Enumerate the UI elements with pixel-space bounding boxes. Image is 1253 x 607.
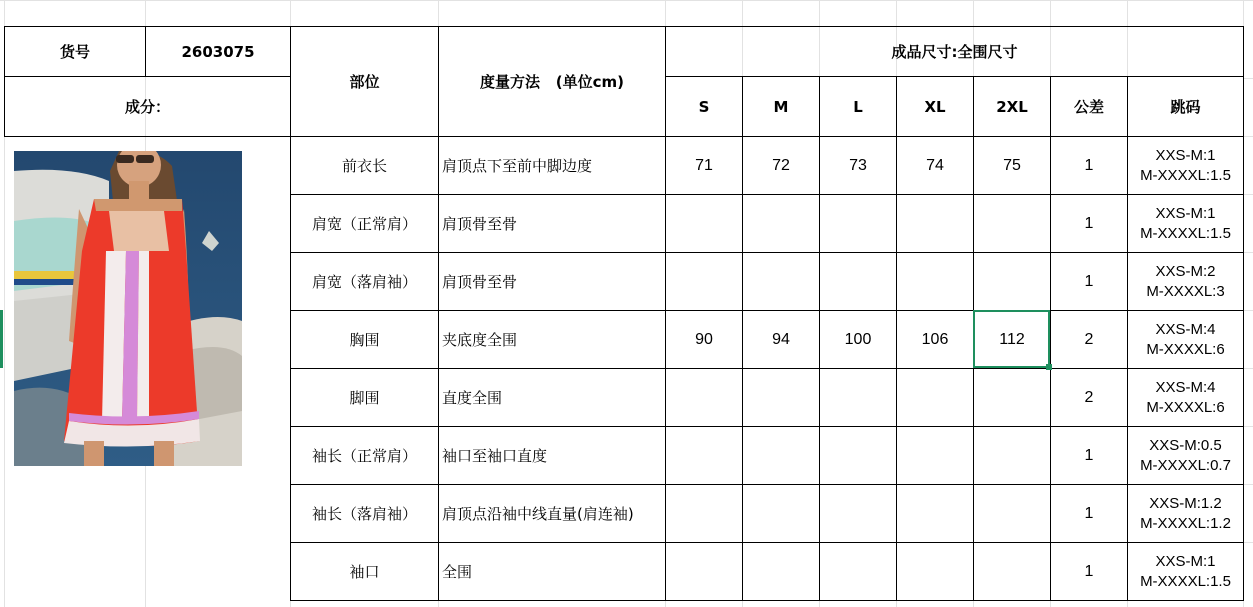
value-cell-2xl[interactable]: 75 [1003,156,1021,174]
part-header[interactable]: 部位 [349,73,380,91]
value-cell-m[interactable] [743,369,819,426]
size-header-l[interactable]: L [853,97,863,116]
tolerance-cell[interactable]: 2 [1084,330,1094,348]
value-cell-xl[interactable]: 106 [921,330,949,348]
grading-cell[interactable] [1128,253,1243,310]
grading-line-large: M-XXXXL:6 [1146,398,1225,416]
method-cell[interactable]: 全围 [442,563,473,581]
value-cell-xl[interactable] [897,253,973,310]
value-cell-xl[interactable] [897,427,973,484]
active-row-marker [0,310,3,368]
value-cell-l[interactable] [820,427,896,484]
value-cell-2xl[interactable] [974,427,1050,484]
value-cell-xl[interactable] [897,485,973,542]
value-cell-l[interactable] [820,369,896,426]
value-cell-m[interactable] [743,485,819,542]
part-cell[interactable]: 袖口 [349,563,380,581]
value-cell-s[interactable] [666,427,742,484]
value-cell-l[interactable] [820,485,896,542]
product-photo[interactable] [14,151,242,466]
value-cell-2xl[interactable] [974,253,1050,310]
grading-cell[interactable] [1128,137,1243,194]
grading-line-large: M-XXXXL:6 [1146,340,1225,358]
grading-cell[interactable] [1128,543,1243,600]
value-cell-m[interactable] [743,195,819,252]
value-cell-xl[interactable] [897,195,973,252]
tolerance-cell[interactable]: 1 [1084,214,1094,232]
value-cell-l[interactable] [820,195,896,252]
item-no-label[interactable]: 货号 [59,43,90,61]
value-cell-l[interactable]: 73 [849,156,867,174]
part-cell[interactable]: 肩宽（正常肩） [311,215,417,233]
grading-line-small: XXS-M:1 [1155,146,1216,164]
grading-line-small: XXS-M:1 [1155,552,1216,570]
value-cell-m[interactable] [743,427,819,484]
fill-handle[interactable] [1046,364,1052,370]
tolerance-cell[interactable]: 1 [1084,504,1094,522]
part-cell[interactable]: 袖长（落肩袖） [311,505,417,523]
value-cell-xl[interactable] [897,543,973,600]
size-header-m[interactable]: M [773,97,789,116]
grading-cell[interactable] [1128,195,1243,252]
value-cell-s[interactable] [666,195,742,252]
method-cell[interactable]: 肩顶骨至骨 [442,273,518,291]
grading-line-large: M-XXXXL:0.7 [1140,456,1231,474]
method-cell[interactable]: 夹底度全围 [442,331,518,349]
grading-line-small: XXS-M:1 [1155,204,1216,222]
grading-cell[interactable] [1128,311,1243,368]
size-header-s[interactable]: S [698,97,710,116]
method-cell[interactable]: 直度全围 [442,389,503,407]
value-cell-m[interactable] [743,253,819,310]
tolerance-cell[interactable]: 2 [1084,388,1094,406]
part-cell[interactable]: 袖长（正常肩） [311,447,417,465]
method-cell[interactable]: 肩顶点下至前中脚边度 [442,157,593,175]
method-header[interactable]: 度量方法 (单位cm) [480,73,624,91]
grading-line-large: M-XXXXL:1.5 [1140,166,1231,184]
tolerance-header[interactable]: 公差 [1073,98,1104,116]
value-cell-m[interactable]: 72 [772,156,790,174]
value-cell-s[interactable] [666,543,742,600]
value-cell-s[interactable] [666,369,742,426]
grading-line-small: XXS-M:4 [1155,320,1216,338]
value-cell-xl[interactable] [897,369,973,426]
value-cell-2xl[interactable] [974,369,1050,426]
tolerance-cell[interactable]: 1 [1084,446,1094,464]
part-cell[interactable]: 胸围 [349,331,380,349]
size-group-header[interactable]: 成品尺寸:全围尺寸 [891,43,1018,61]
tolerance-cell[interactable]: 1 [1084,156,1094,174]
tolerance-cell[interactable]: 1 [1084,562,1094,580]
part-cell[interactable]: 前衣长 [341,157,387,175]
item-no-value[interactable]: 2603075 [181,42,255,61]
grading-cell[interactable] [1128,369,1243,426]
grading-header[interactable]: 跳码 [1170,98,1201,116]
part-cell[interactable]: 肩宽（落肩袖） [311,273,417,291]
method-cell[interactable]: 袖口至袖口直度 [442,447,548,465]
size-header-2xl[interactable]: 2XL [996,97,1028,116]
grading-line-large: M-XXXXL:1.5 [1140,572,1231,590]
grading-line-small: XXS-M:1.2 [1149,494,1222,512]
value-cell-l[interactable] [820,543,896,600]
value-cell-s[interactable] [666,253,742,310]
value-cell-l[interactable] [820,253,896,310]
composition-label[interactable]: 成分： [124,98,170,116]
grading-line-small: XXS-M:4 [1155,378,1216,396]
grading-line-large: M-XXXXL:1.2 [1140,514,1231,532]
size-header-xl[interactable]: XL [924,97,946,116]
method-cell[interactable]: 肩顶骨至骨 [442,215,518,233]
value-cell-s[interactable] [666,485,742,542]
grading-line-large: M-XXXXL:3 [1146,282,1225,300]
value-cell-m[interactable] [743,543,819,600]
grading-line-small: XXS-M:2 [1155,262,1216,280]
method-cell[interactable]: 肩顶点沿袖中线直量(肩连袖) [442,505,634,523]
grading-cell[interactable] [1128,427,1243,484]
value-cell-2xl-selected[interactable]: 112 [999,330,1025,348]
grading-line-small: XXS-M:0.5 [1149,436,1222,454]
value-cell-2xl[interactable] [974,195,1050,252]
value-cell-s[interactable]: 71 [695,156,713,174]
value-cell-s[interactable]: 90 [695,330,713,348]
product-photo-illustration [14,151,242,466]
value-cell-2xl[interactable] [974,485,1050,542]
value-cell-2xl[interactable] [974,543,1050,600]
part-cell[interactable]: 脚围 [349,389,380,407]
grading-cell[interactable] [1128,485,1243,542]
value-cell-m[interactable]: 94 [772,330,790,348]
tolerance-cell[interactable]: 1 [1084,272,1094,290]
grading-line-large: M-XXXXL:1.5 [1140,224,1231,242]
value-cell-xl[interactable]: 74 [926,156,944,174]
active-cell-selection[interactable] [973,310,1050,368]
value-cell-l[interactable]: 100 [844,330,872,348]
